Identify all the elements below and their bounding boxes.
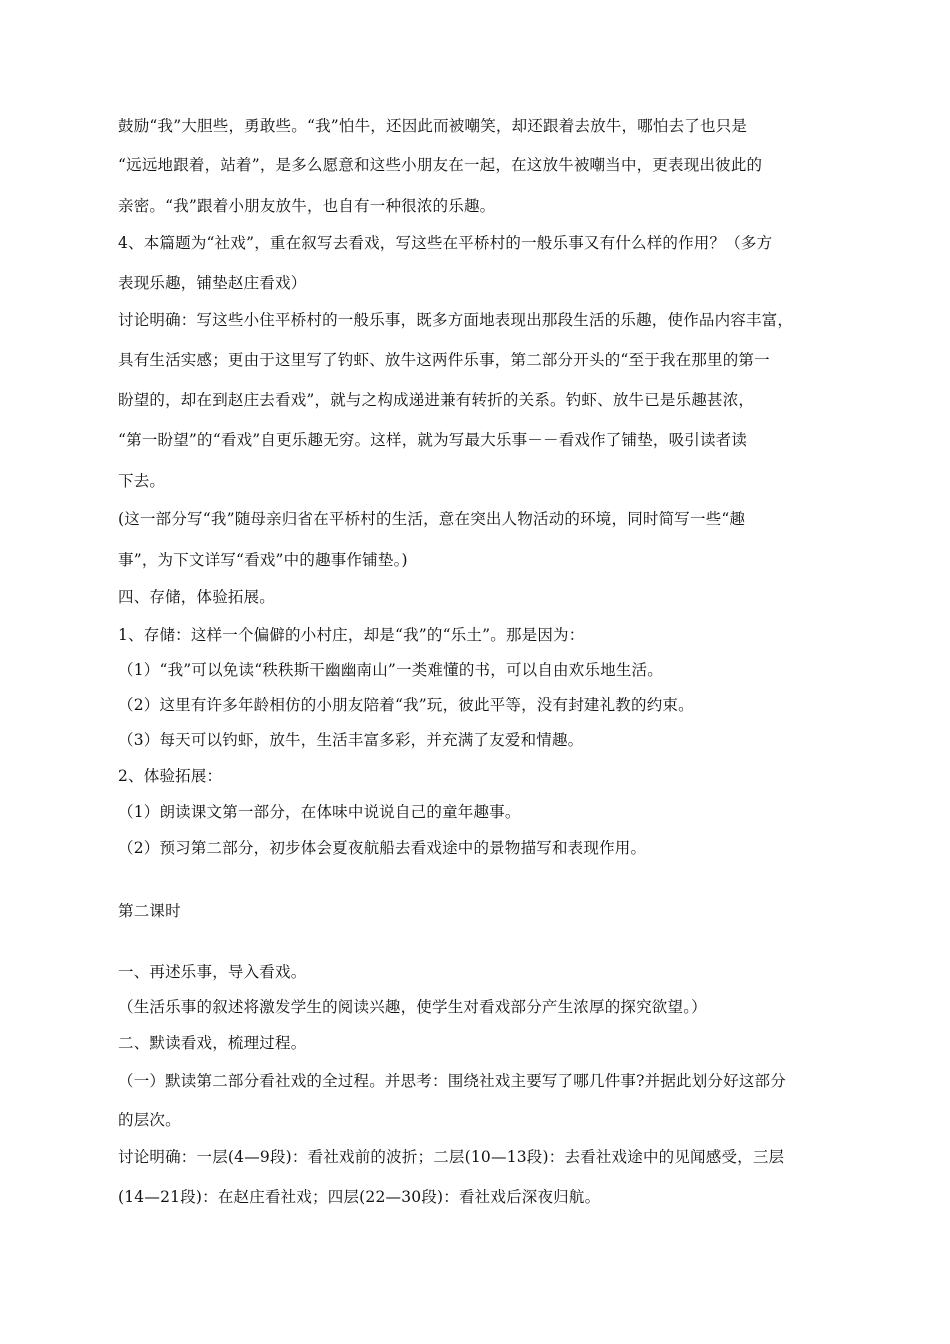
text-line: 亲密。“我”跟着小朋友放牛，也自有一种很浓的乐趣。 [118, 197, 496, 215]
text-line: 下去。 [118, 472, 166, 490]
text-line: 表现乐趣，铺垫赵庄看戏） [118, 274, 307, 292]
text-line: “远远地跟着，站着”，是多么愿意和这些小朋友在一起，在这放牛被嘲当中，更表现出彼此的 [118, 156, 763, 174]
text-line: （生活乐事的叙述将激发学生的阅读兴趣，使学生对看戏部分产生浓厚的探究欲望。） [118, 998, 707, 1016]
text-line: 盼望的，却在到赵庄去看戏”，就与之构成递进兼有转折的关系。钓虾、放牛已是乐趣甚浓， [118, 391, 755, 409]
list-item: （3）每天可以钓虾，放牛，生活丰富多彩，并充满了友爱和情趣。 [118, 731, 584, 749]
text-line: 鼓励“我”大胆些，勇敢些。“我”怕牛，还因此而被嘲笑，却还跟着去放牛，哪怕去了也只是 [118, 117, 748, 135]
text-line: “第一盼望”的“看戏”自更乐趣无穷。这样，就为写最大乐事－－看戏作了铺垫，吸引读者读 [118, 431, 748, 449]
text-line: 1、存储：这样一个偏僻的小村庄，却是“我”的“乐土”。那是因为： [118, 626, 585, 644]
section-heading: 四、存储，体验拓展。 [118, 588, 276, 606]
section-heading: 一、再述乐事，导入看戏。 [118, 963, 307, 981]
text-line: （一）默读第二部分看社戏的全过程。并思考：围绕社戏主要写了哪几件事?并据此划分好这部分 [118, 1072, 786, 1090]
text-line: (这一部分写“我”随母亲归省在平桥村的生活，意在突出人物活动的环境，同时简写一些“趣 [118, 510, 746, 528]
text-line: 的层次。 [118, 1111, 181, 1129]
text-line: 4、本篇题为“社戏”，重在叙写去看戏，写这些在平桥村的一般乐事又有什么样的作用？（多方 [118, 234, 773, 252]
text-line: 具有生活实感；更由于这里写了钓虾、放牛这两件乐事，第二部分开头的“至于我在那里的第一 [118, 351, 770, 369]
text-line: 2、体验拓展： [118, 767, 223, 785]
text-line: 讨论明确：写这些小住平桥村的一般乐事，既多方面地表现出那段生活的乐趣，使作品内容丰富， [118, 311, 794, 329]
list-item: （2）预习第二部分，初步体会夏夜航船去看戏途中的景物描写和表现作用。 [118, 839, 647, 857]
list-item: （1）“我”可以免读“秩秩斯干幽幽南山”一类难懂的书，可以自由欢乐地生活。 [118, 661, 663, 679]
list-item: （1）朗读课文第一部分，在体味中说说自己的童年趣事。 [118, 803, 521, 821]
list-item: （2）这里有许多年龄相仿的小朋友陪着“我”玩，彼此平等，没有封建礼教的约束。 [118, 696, 694, 714]
text-line: 讨论明确：一层(4—9段)：看社戏前的波折；二层(10—13段)：去看社戏途中的见闻感受，三层 [118, 1148, 785, 1166]
text-line: (14—21段)：在赵庄看社戏；四层(22—30段)：看社戏后深夜归航。 [118, 1188, 601, 1206]
section-heading: 二、默读看戏，梳理过程。 [118, 1034, 307, 1052]
text-line: 事”，为下文详写“看戏”中的趣事作铺垫。) [118, 551, 408, 569]
lesson-heading: 第二课时 [118, 902, 181, 920]
